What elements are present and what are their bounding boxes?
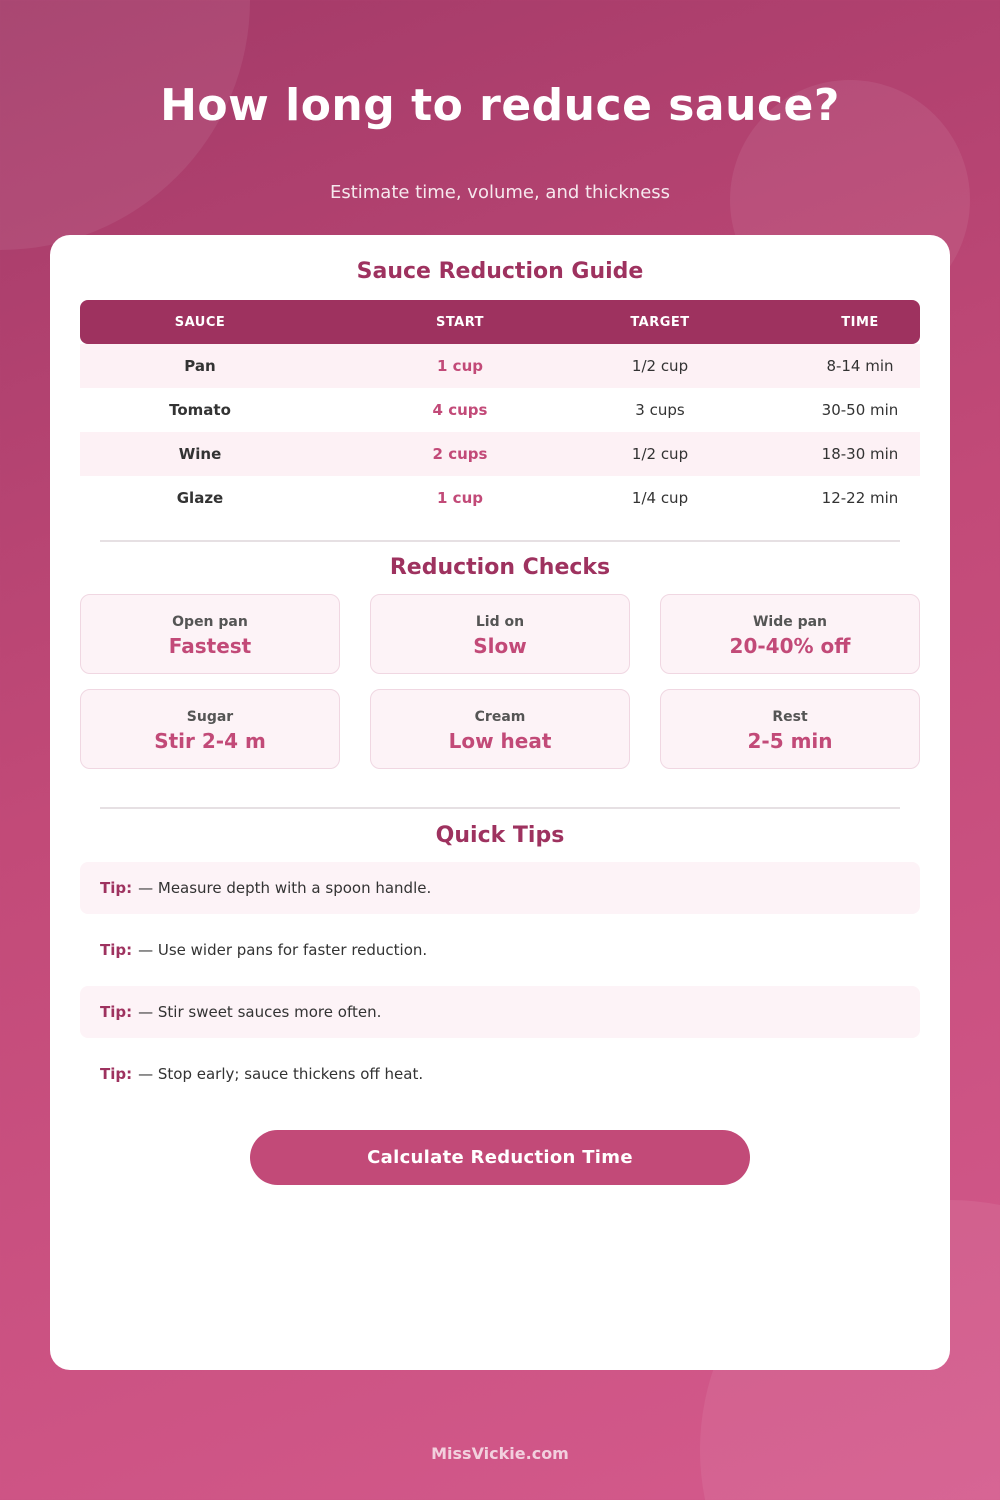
check-label: Lid on (475, 614, 525, 630)
cell-start: 1 cup (437, 489, 483, 507)
tip-prefix: Tip: (100, 879, 133, 897)
tip-text: — Measure depth with a spoon handle. (138, 879, 432, 897)
check-card-open-pan (80, 594, 340, 674)
check-card-cream (370, 689, 630, 769)
cell-time: 18-30 min (821, 445, 899, 463)
check-value: 2-5 min (747, 729, 833, 753)
cell-start: 4 cups (432, 401, 488, 419)
check-card-lid-on (370, 594, 630, 674)
tip-item (80, 862, 920, 914)
check-value: 20-40% off (729, 634, 851, 658)
calculate-reduction-button[interactable]: Calculate Reduction Time (250, 1130, 750, 1185)
tip-prefix: Tip: (100, 941, 133, 959)
table-header (80, 300, 920, 344)
check-label: Rest (772, 709, 808, 725)
check-label: Cream (474, 709, 526, 725)
tip-text: — Stop early; sauce thickens off heat. (138, 1065, 424, 1083)
page-title: How long to reduce sauce? (160, 80, 840, 131)
check-card-wide-pan (660, 594, 920, 674)
check-label: Sugar (186, 709, 234, 725)
cell-target: 3 cups (635, 401, 685, 419)
column-header-time: TIME (841, 314, 879, 330)
cell-target: 1/4 cup (631, 489, 689, 507)
guide-title: Sauce Reduction Guide (356, 259, 644, 284)
check-value: Low heat (448, 729, 552, 753)
tip-item (80, 924, 920, 976)
reduction-table (80, 300, 920, 520)
column-header-start: START (435, 314, 485, 330)
page-subtitle: Estimate time, volume, and thickness (329, 182, 671, 203)
check-value: Slow (473, 634, 527, 658)
cell-target: 1/2 cup (631, 357, 689, 375)
table-row (80, 432, 920, 476)
table-row (80, 476, 920, 520)
column-header-target: TARGET (630, 314, 690, 330)
checks-title: Reduction Checks (389, 555, 611, 580)
cell-time: 12-22 min (821, 489, 899, 507)
tip-prefix: Tip: (100, 1003, 133, 1021)
check-label: Open pan (172, 614, 248, 630)
check-card-sugar (80, 689, 340, 769)
cell-sauce: Glaze (176, 489, 224, 507)
cell-time: 30-50 min (821, 401, 899, 419)
table-row (80, 388, 920, 432)
cell-sauce: Tomato (169, 401, 231, 419)
check-value: Fastest (168, 634, 252, 658)
section-divider (100, 540, 900, 542)
content-card (50, 235, 950, 1370)
cell-sauce: Wine (178, 445, 222, 463)
cell-start: 1 cup (437, 357, 483, 375)
tip-text: — Use wider pans for faster reduction. (138, 941, 428, 959)
section-divider (100, 807, 900, 809)
table-row (80, 344, 920, 388)
tips-title: Quick Tips (435, 823, 565, 848)
check-value: Stir 2-4 m (154, 729, 266, 753)
check-label: Wide pan (752, 614, 828, 630)
cell-time: 8-14 min (826, 357, 894, 375)
tip-text: — Stir sweet sauces more often. (138, 1003, 382, 1021)
cell-sauce: Pan (184, 357, 216, 375)
check-card-rest (660, 689, 920, 769)
tip-item (80, 986, 920, 1038)
cell-start: 2 cups (432, 445, 488, 463)
footer-site-name: MissVickie.com (431, 1444, 569, 1463)
cell-target: 1/2 cup (631, 445, 689, 463)
tip-item (80, 1048, 920, 1100)
tip-prefix: Tip: (100, 1065, 133, 1083)
column-header-sauce: SAUCE (174, 314, 226, 330)
